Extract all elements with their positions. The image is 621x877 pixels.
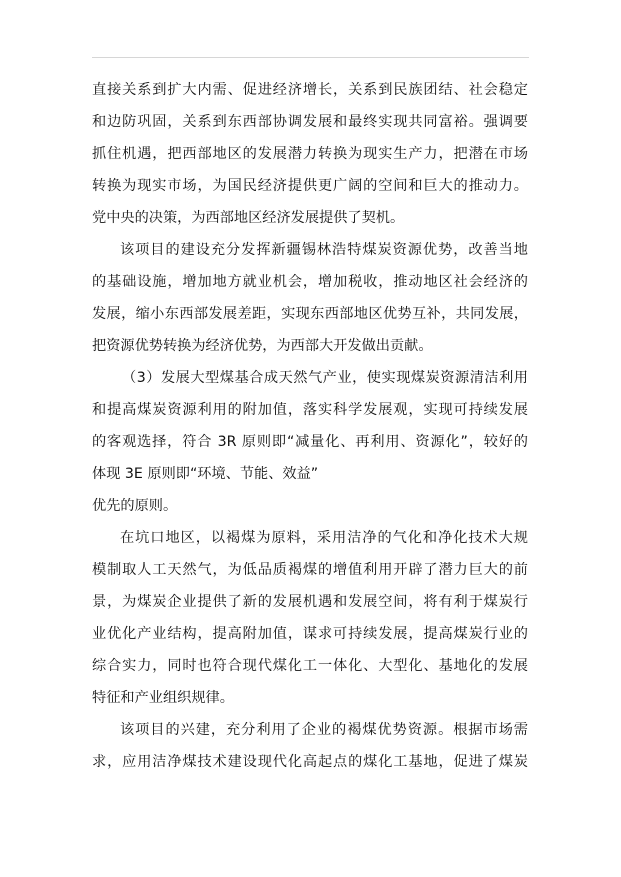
text-line: 综合实力，同时也符合现代煤化工一体化、大型化、基地化的发展: [92, 658, 528, 674]
text-line: 该项目的兴建，充分利用了企业的褐煤优势资源。根据市场需: [120, 722, 528, 738]
text-line: 和边防巩固，关系到东西部协调发展和最终实现共同富裕。强调要: [92, 114, 528, 130]
text-line: 景，为煤炭企业提供了新的发展机遇和发展空间，将有利于煤炭行: [92, 594, 528, 610]
text-line: 该项目的建设充分发挥新疆锡林浩特煤炭资源优势，改善当地: [120, 242, 528, 258]
text-line: 优先的原则。: [92, 498, 178, 514]
text-line: 把资源优势转换为经济优势，为西部大开发做出贡献。: [92, 338, 433, 354]
text-line: 的基础设施，增加地方就业机会，增加税收，推动地区社会经济的: [92, 274, 528, 290]
text-line: 业优化产业结构，提高附加值，谋求可持续发展，提高煤炭行业的: [92, 626, 528, 642]
text-line: 抓住机遇，把西部地区的发展潜力转换为现实生产力，把潜在市场: [92, 146, 528, 162]
text-line: 和提高煤炭资源利用的附加值，落实科学发展观，实现可持续发展: [92, 402, 528, 418]
text-line: 在坑口地区，以褐煤为原料，采用洁净的气化和净化技术大规: [120, 530, 528, 546]
text-line: 的客观选择，符合 3R 原则即“减量化、再利用、资源化”，较好的: [92, 434, 528, 450]
text-line: 特征和产业组织规律。: [92, 690, 234, 706]
text-line: 模制取人工天然气，为低品质褐煤的增值利用开辟了潜力巨大的前: [92, 562, 528, 578]
header-rule: [92, 57, 529, 58]
text-line: （3）发展大型煤基合成天然气产业，使实现煤炭资源清洁利用: [122, 370, 528, 386]
text-line: 发展，缩小东西部发展差距，实现东西部地区优势互补，共同发展，: [92, 306, 528, 322]
text-line: 体现 3E 原则即“环境、节能、效益”: [92, 466, 319, 482]
text-line: 转换为现实市场，为国民经济提供更广阔的空间和巨大的推动力。: [92, 178, 528, 194]
text-line: 党中央的决策，为西部地区经济发展提供了契机。: [92, 210, 405, 226]
body-text: [92, 74, 528, 778]
text-line: 直接关系到扩大内需、促进经济增长，关系到民族团结、社会稳定: [92, 82, 528, 98]
text-line: 求，应用洁净煤技术建设现代化高起点的煤化工基地，促进了煤炭: [92, 754, 528, 770]
